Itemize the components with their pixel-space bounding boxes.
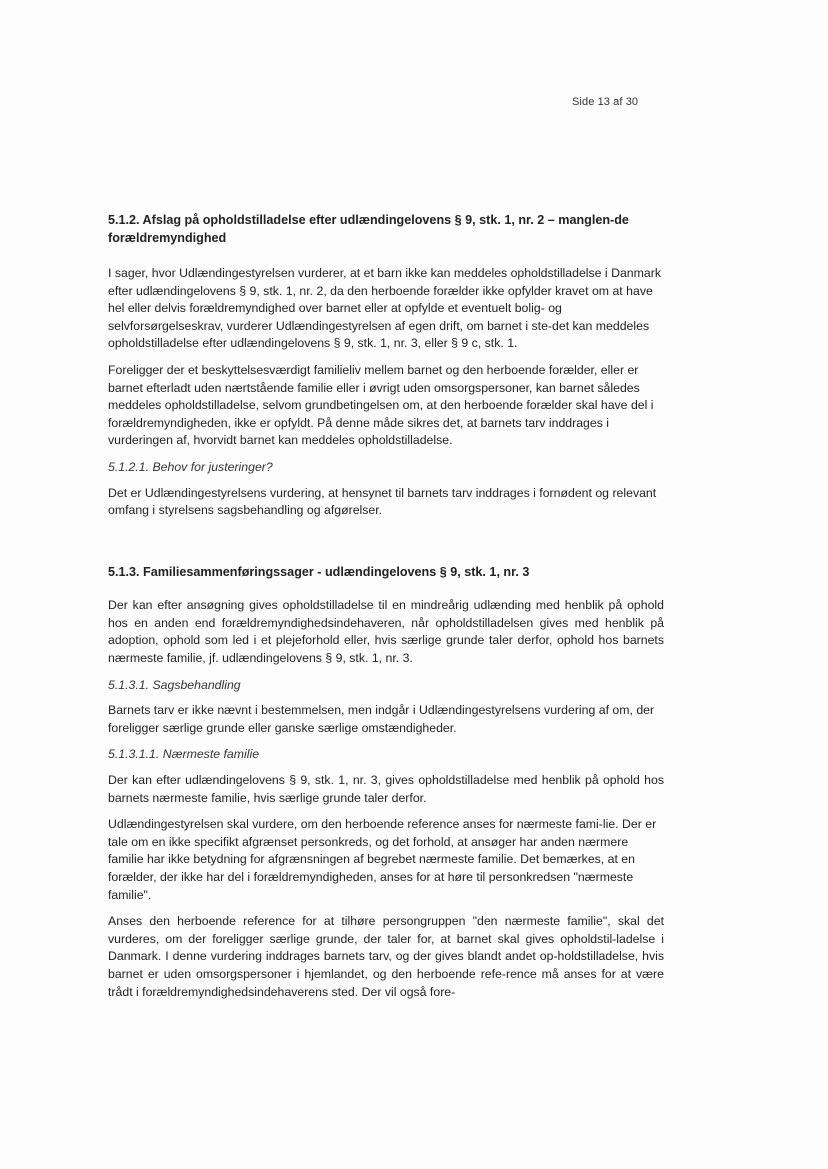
paragraph: Barnets tarv er ikke nævnt i bestemmelsen, men indgår i Udlændingestyrelsens vurdering af om, der foreligger særlige grunde eller ganske særlige omstændigheder.	[108, 703, 655, 735]
page-content	[108, 212, 664, 1010]
paragraph: Foreligger der et beskyttelsesværdigt familieliv mellem barnet og den herboende forælder, eller er barnet efterladt uden nærtstående familie eller i øvrigt uden omsorgspersoner, kan barnet således meddeles opholdstilladelse, selvom grundbetingelsen om, at den herboende forælder skal have del i forældremyndigheden, ikke er opfyldt. På denne måde sikres det, at barnets tarv inddrages i vurderingen af, hvorvidt barnet kan meddeles opholdstilladelse.	[108, 362, 654, 448]
subsection-heading-5-1-3-1: 5.1.3.1. Sagsbehandling	[108, 677, 241, 692]
page-number: Side 13 af 30	[572, 96, 639, 108]
paragraph: Anses den herboende reference for at tilhøre persongruppen "den nærmeste familie", skal det vurderes, om der foreligger særlige grunde, der taler for, at barnet skal gives opholdstil-ladelse i Danmark. I denne vurdering inddrages barnets tarv, og der gives blandt andet op-holdstilladelse, hvis barnet er uden omsorgspersoner i hjemlandet, og den herboende refe-rence må anses for at være trådt i forældremyndighedsindehaverens sted. Der vil også fore-	[108, 914, 664, 999]
paragraph: I sager, hvor Udlændingestyrelsen vurderer, at et barn ikke kan meddeles opholdstilladelse i Danmark efter udlændingelovens § 9, stk. 1, nr. 2, da den herboende forælder ikke opfylder kravet om at have hel eller delvis forældremyndighed over barnet eller at opfylde et eventuelt bolig- og selvforsørgelseskrav, vurderer Udlændingestyrelsen af egen drift, om barnet i ste-det kan meddeles opholdstilladelse efter udlændingelovens § 9, stk. 1, nr. 3, eller § 9 c, stk. 1.	[108, 266, 661, 351]
paragraph: Der kan efter ansøgning gives opholdstilladelse til en mindreårig udlænding med henblik på ophold hos en anden end forældremyndighedsindehaveren, når opholdstilladelsen gives med henblik på adoption, ophold som led i et plejeforhold eller, hvis særlige grunde taler derfor, ophold hos barnets nærmeste familie, jf. udlændingelovens § 9, stk. 1, nr. 3.	[108, 598, 664, 665]
section-heading-5-1-2: 5.1.2. Afslag på opholdstilladelse efter udlændingelovens § 9, stk. 1, nr. 2 – manglen-de forældremyndighed	[108, 213, 629, 245]
paragraph: Det er Udlændingestyrelsens vurdering, at hensynet til barnets tarv inddrages i fornødent og relevant omfang i styrelsens sagsbehandling og afgørelser.	[108, 485, 657, 518]
subsection-heading-5-1-2-1: 5.1.2.1. Behov for justeringer?	[108, 459, 273, 474]
paragraph: Udlændingestyrelsen skal vurdere, om den herboende reference anses for nærmeste fami-lie. Der er tale om en ikke specifikt afgrænset personkreds, og det forhold, at ansøger har anden nærmere familie har ikke betydning for afgrænsningen af begrebet nærmeste familie. Det bemærkes, at en forælder, der ikke har del i forældremyndigheden, anses for at høre til personkredsen "nærmeste familie".	[108, 817, 657, 902]
section-heading-5-1-3: 5.1.3. Familiesammenføringssager - udlændingelovens § 9, stk. 1, nr. 3	[108, 564, 530, 579]
subsection-heading-5-1-3-1-1: 5.1.3.1.1. Nærmeste familie	[108, 747, 260, 762]
paragraph: Der kan efter udlændingelovens § 9, stk. 1, nr. 3, gives opholdstilladelse med henblik på ophold hos barnets nærmeste familie, hvis særlige grunde taler derfor.	[108, 772, 664, 805]
